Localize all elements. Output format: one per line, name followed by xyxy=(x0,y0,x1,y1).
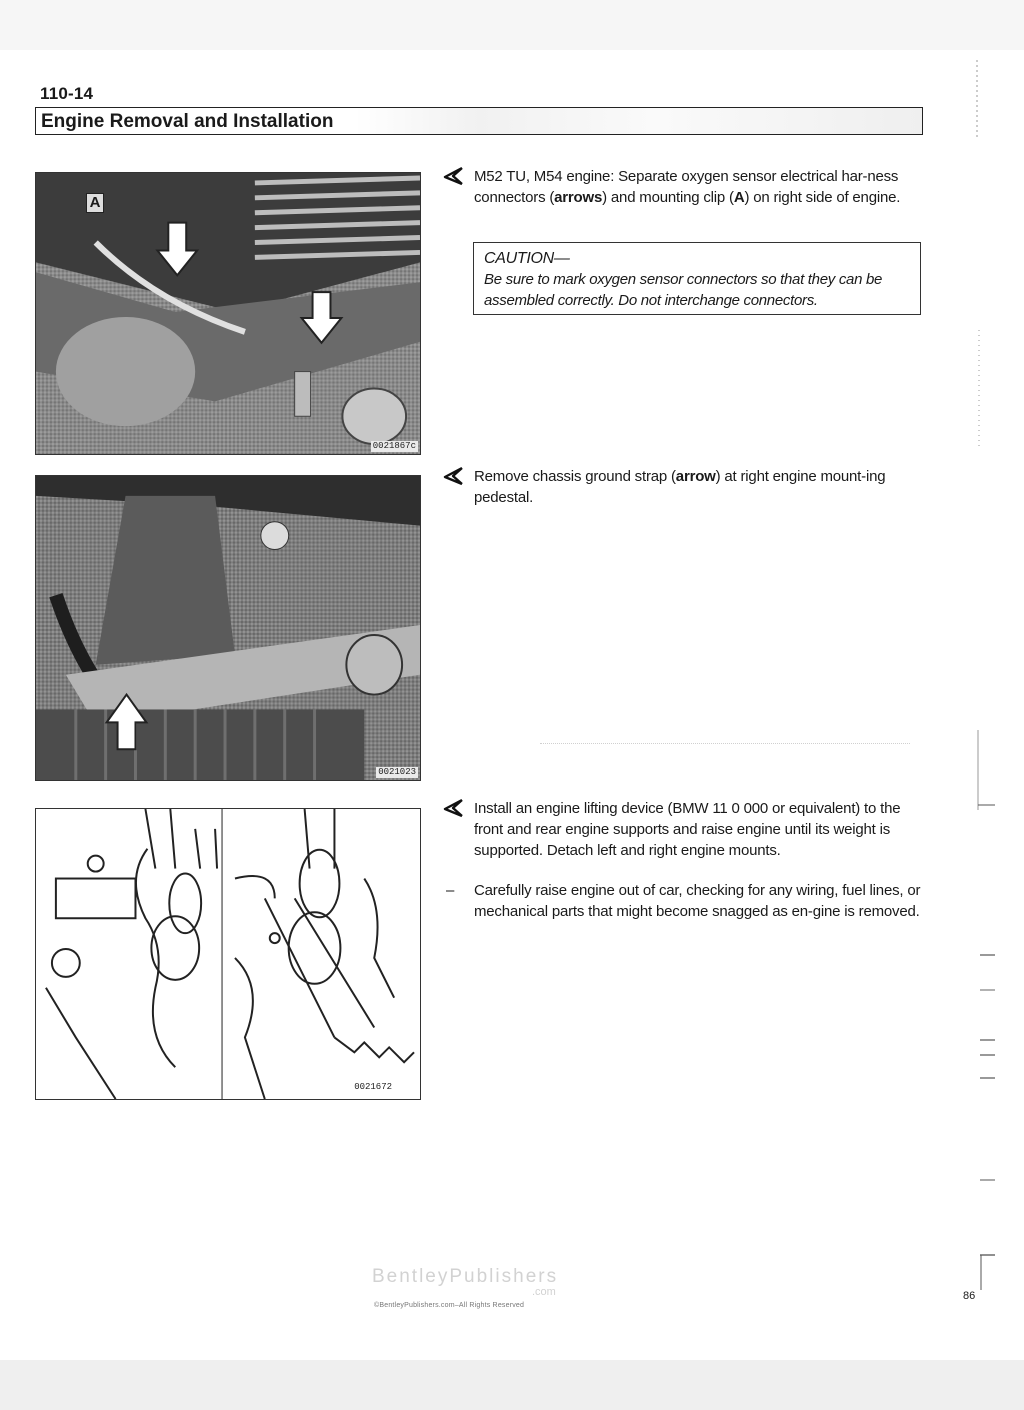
step-text: Carefully raise engine out of car, checking for any wiring, fuel lines, or mechanical parts that might become snagged as en-gine is removed. xyxy=(474,882,921,920)
figure-ground-strap xyxy=(35,475,421,781)
step-text: M52 TU, M54 engine: Separate oxygen sensor electrical har-ness connectors (arrows) and mounting clip (A) on right side of engine. xyxy=(474,168,901,206)
engine-mount-photo-illustration xyxy=(36,476,420,780)
section-header-bar xyxy=(35,107,923,135)
caution-box xyxy=(473,242,921,315)
footer-page-index: 86 xyxy=(963,1290,976,1302)
step-pointer-icon xyxy=(442,166,466,187)
lifting-chain-drawing xyxy=(36,809,420,1099)
section-title: Engine Removal and Installation xyxy=(41,111,334,132)
step-text: Install an engine lifting device (BMW 11 0 000 or equivalent) to the front and rear engine supports and raise engine until its weight is supported. Detach left and right engine mounts. xyxy=(474,800,901,859)
caution-text: Be sure to mark oxygen sensor connectors so that they can be assembled correctly. Do not interchange connectors. xyxy=(484,271,883,309)
figure-engine-lifting-chains xyxy=(35,808,421,1100)
instruction-step-2 xyxy=(442,466,924,508)
page-number: 110-14 xyxy=(40,84,94,103)
instruction-step-3 xyxy=(442,798,924,861)
caution-title: CAUTION— xyxy=(484,250,570,267)
engine-photo-illustration xyxy=(36,173,420,454)
figure-code: 0021023 xyxy=(378,767,416,777)
figure-oxygen-sensor-connectors xyxy=(35,172,421,455)
bottom-margin xyxy=(0,1360,1024,1410)
step-pointer-icon xyxy=(442,466,466,487)
instruction-step-1 xyxy=(442,166,924,208)
footer-watermark: BentleyPublishers xyxy=(372,1266,559,1287)
instruction-step-4 xyxy=(442,880,924,922)
figure-code: 0021867c xyxy=(372,441,416,451)
step-text: Remove chassis ground strap (arrow) at right engine mount-ing pedestal. xyxy=(474,468,886,506)
faint-divider xyxy=(540,743,910,744)
top-margin xyxy=(0,0,1024,50)
footer-watermark-domain: .com xyxy=(532,1286,556,1298)
figure-code: 0021672 xyxy=(354,1082,392,1092)
scan-edge-marks xyxy=(975,30,995,1290)
callout-label-a: A xyxy=(86,193,104,213)
footer-copyright: ©BentleyPublishers.com–All Rights Reserved xyxy=(374,1302,525,1309)
step-dash-marker: – xyxy=(446,882,455,899)
step-pointer-icon xyxy=(442,798,466,819)
